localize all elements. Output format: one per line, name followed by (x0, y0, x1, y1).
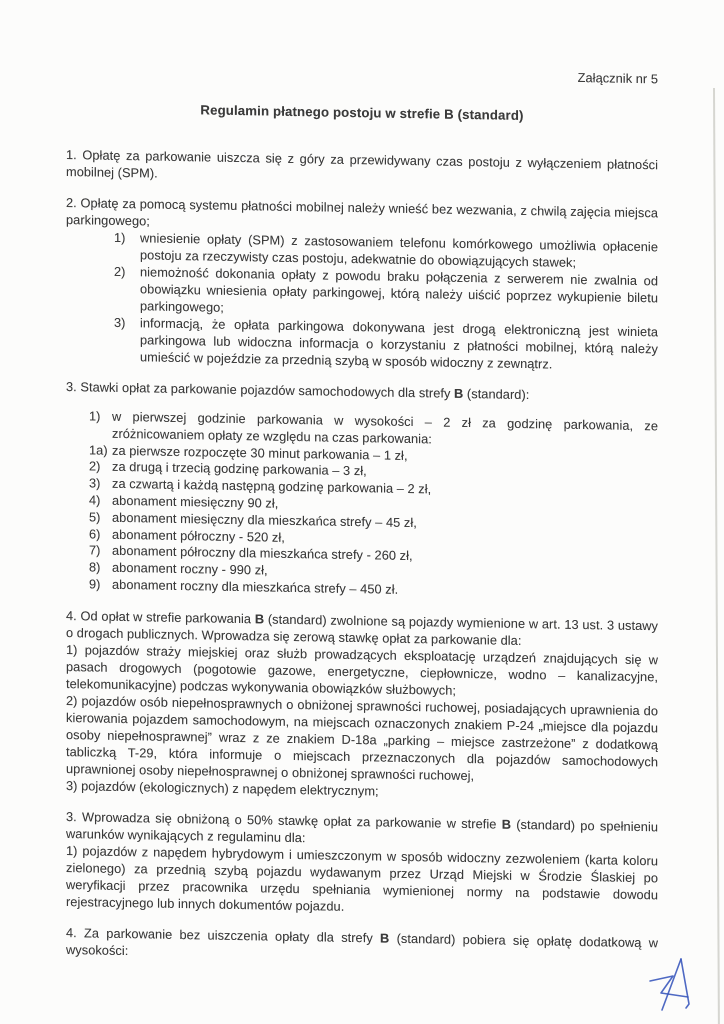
list-item-text: wniesienie opłaty (SPM) z zastosowaniem telefonu komórkowego umożliwia opłacenie postoju za rzeczywisty czas postoju, adekwatnie do obowiązujących stawek; (140, 230, 658, 270)
document-content (66, 60, 658, 982)
rates-list (66, 408, 658, 603)
rate-item-number: 4) (89, 492, 101, 508)
rate-item-number: 5) (89, 509, 101, 525)
rate-item-text: abonament półroczny - 520 zł, (112, 526, 285, 545)
list-item-text: informacją, że opłata parkingowa dokonywana jest drogą elektroniczną jest winieta parkingowa lub widoczna informacja o korzystaniu z płatności mobilnej, którą należy umieścić w pojeździe za przednią szybą w sposób widoczny z zewnątrz. (140, 315, 658, 372)
zone-letter: B (380, 930, 390, 946)
section-1 (66, 146, 658, 190)
list-item (114, 314, 658, 374)
signature-stroke (650, 976, 688, 997)
rate-item-text: abonament półroczny dla mieszkańca strefy - 260 zł, (112, 543, 413, 564)
exemption-item: 2) pojazdów osób niepełnosprawnych o obniżonej sprawności ruchowej, posiadających uprawnienia do kierowania pojazdem samochodowym, na miejscach oznaczonych znakiem P-24 „miejsce dla pojazdu osoby niepełnosprawnej” wraz z ze znakiem D-18a „parking – miejsce zastrzeżone” z dodatkową tabliczką T-29, która informuje o miejscach przeznaczonych dla pojazdów samochodowych uprawnionej osoby niepełnosprawnej o obniżonej sprawności ruchowej, (66, 692, 658, 783)
zone-letter: B (454, 385, 464, 401)
section-5-intro-text: 3. Wprowadza się obniżoną o 50% stawkę opłat za parkowanie w strefie (66, 808, 502, 832)
list-item-number: 2) (114, 263, 126, 280)
rate-item-text: abonament miesięczny 90 zł, (112, 492, 279, 511)
rate-item-number: 8) (89, 559, 101, 575)
rate-item-text: w pierwszej godzinie parkowania w wysokości – 2 zł za godzinę parkowania, ze zróżnicowaniem opłaty ze względu na czas parkowania: (112, 408, 658, 447)
rate-item-number: 9) (89, 576, 101, 592)
rate-item-text: za drugą i trzecią godzinę parkowania – 3 zł, (112, 459, 367, 479)
section-2-list (66, 228, 658, 374)
list-item-number: 1) (114, 229, 126, 246)
section-4-intro-suffix: (standard) zwolnione są pojazdy wymienione w art. 13 ust. 3 ustawy o drogach publicznych. Wprowadza się zerową stawkę opłat za parkowanie dla: (66, 611, 658, 648)
rate-item-text: abonament roczny - 990 zł, (112, 559, 268, 578)
section-6-additional-fee (66, 924, 658, 968)
section-6-intro-suffix: (standard) pobiera się opłatę dodatkową w wysokości: (66, 930, 658, 958)
rate-item-number: 2) (89, 458, 101, 474)
section-3-intro (66, 378, 658, 405)
section-3-parking-rates (66, 378, 658, 603)
zone-letter: B (501, 816, 511, 832)
list-item-number: 3) (114, 314, 126, 331)
list-item (114, 263, 658, 323)
rate-item-text: abonament roczny dla mieszkańca strefy – 450 zł. (112, 576, 399, 597)
section-2-mobile-payment (66, 194, 658, 374)
section-2-intro: 2. Opłatę za pomocą systemu płatności mobilnej należy wnieść bez wezwania, z chwilą zajęcia miejsca parkingowego; (66, 195, 658, 229)
rate-item-number: 3) (89, 475, 101, 491)
rate-item-text: za czwartą i każdą następną godzinę parkowania – 2 zł, (112, 475, 432, 497)
section-6-intro-text: 4. Za parkowanie bez uiszczenia opłaty dla strefy (66, 924, 381, 946)
rate-item-number: 1a) (89, 441, 108, 458)
rate-item-text: za pierwsze rozpoczęte 30 minut parkowania – 1 zł, (112, 442, 408, 463)
signature-mark (646, 953, 696, 1017)
zone-letter: B (254, 611, 265, 627)
signature-stroke (662, 959, 681, 1010)
rate-item-number: 7) (89, 542, 101, 558)
list-item-text: niemożność dokonania opłaty z powodu braku połączenia z serwerem nie zwalnia od obowiązku wniesienia opłaty parkingowej, którą należy uiścić poprzez wykupienie biletu parkingowego; (140, 264, 658, 315)
rate-item-number: 1) (89, 408, 101, 424)
paragraph-payment-in-advance: 1. Opłatę za parkowanie uiszcza się z góry za przewidywany czas postoju z wyłączeniem płatności mobilnej (SPM). (66, 147, 658, 181)
section-5-discount (66, 808, 658, 920)
section-3-intro-suffix: (standard): (463, 385, 530, 403)
page-edge-shadow (713, 88, 719, 1024)
rate-item-text: abonament miesięczny dla mieszkańca strefy – 45 zł, (112, 509, 417, 530)
exemption-item: 3) pojazdów (ekologicznych) z napędem elektrycznym; (66, 777, 379, 799)
section-6-intro (66, 924, 658, 968)
section-4-exemptions (66, 607, 658, 804)
signature-stroke (681, 959, 689, 1008)
document-title: Regulamin płatnego postoju w strefie B (standard) (200, 102, 524, 123)
rate-item-number: 6) (89, 525, 101, 542)
attachment-label: Załącznik nr 5 (577, 69, 658, 87)
exemption-item: 1) pojazdów straży miejskiej oraz służb prowadzących eksploatację urządzeń znajdujących się w pasach drogowych (pogotowie gazowe, energetyczne, ciepłownicze, wodno – kanalizacyjne, telekomunikacyjne) podczas wykonywania obowiązków służbowych; (66, 641, 658, 698)
section-4-intro-text: 4. Od opłat w strefie parkowania (66, 607, 255, 627)
section-5-intro-suffix: (standard) po spełnieniu warunków wynikających z regulaminu dla: (66, 816, 659, 845)
discount-item: 1) pojazdów z napędem hybrydowym i umieszczonym w sposób widoczny zezwoleniem (karta koloru zielonego) za przednią szybą pojazdu wydawanym przez Urząd Miejski w Środzie Ślaskiej po weryfikacji przez pracownika urzędu spełniania wymienionej normy na podstawie dowodu rejestracyjnego lub innych dokumentów pojazdu. (66, 842, 658, 914)
section-3-intro-text: 3. Stawki opłat za parkowanie pojazdów samochodowych dla strefy (66, 379, 455, 401)
